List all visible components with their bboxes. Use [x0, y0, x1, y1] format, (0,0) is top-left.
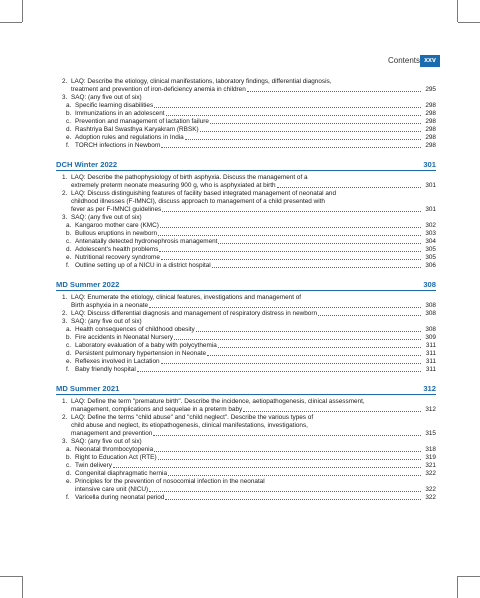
subentry-text: Health consequences of childhood obesity	[75, 326, 195, 333]
subentry-page: 309	[425, 334, 436, 341]
subentry-letter: d.	[66, 246, 72, 253]
toc-subentry[interactable]	[56, 134, 436, 142]
dot-leader	[207, 355, 421, 356]
subentry-page: 321	[425, 462, 436, 469]
subentry-text: Antenatally detected hydronephrosis management	[75, 238, 218, 245]
dot-leader	[149, 491, 421, 492]
entry-number: 1.	[62, 398, 68, 405]
subentry-text: Laboratory evaluation of a baby with polycythemia	[75, 342, 217, 349]
page-number-tab: xxv	[420, 55, 440, 67]
entry-number: 3.	[62, 94, 68, 101]
dot-leader	[154, 107, 421, 108]
dot-leader	[137, 371, 421, 372]
toc-subentry[interactable]	[56, 222, 436, 230]
entry-page: 308	[425, 310, 436, 317]
toc-entry[interactable]	[56, 438, 436, 446]
crop-mark	[22, 576, 23, 598]
section-title: MD Summer 2022	[56, 280, 120, 289]
toc-subentry[interactable]	[56, 334, 436, 342]
toc-entry[interactable]	[56, 318, 436, 326]
entry-page: 315	[425, 430, 436, 437]
dot-leader	[218, 243, 421, 244]
toc-entry[interactable]	[56, 190, 436, 198]
dot-leader	[161, 363, 421, 364]
subentry-letter: e.	[66, 134, 72, 141]
crop-mark	[22, 0, 23, 22]
subentry-text: Right to Education Act (RTE)	[75, 454, 157, 461]
section-title: DCH Winter 2022	[56, 160, 118, 169]
subentry-letter: f.	[66, 142, 70, 149]
entry-number: 1.	[62, 174, 68, 181]
toc-subentry[interactable]	[56, 102, 436, 110]
subentry-text: Kangaroo mother care (KMC)	[75, 222, 159, 229]
dot-leader	[196, 331, 421, 332]
subentry-letter: c.	[66, 238, 71, 245]
entry-text: extremely preterm neonate measuring 900 g, who is asphyxiated at birth	[71, 182, 276, 189]
page-header	[0, 55, 480, 67]
dot-leader	[210, 123, 421, 124]
entry-text: LAQ: Define the term "premature birth". Describe the incidence, aetiopathogenesis, clinical assessment,	[71, 398, 365, 405]
toc-subentry[interactable]	[56, 462, 436, 470]
subentry-letter: b.	[66, 334, 72, 341]
entry-page: 295	[425, 86, 436, 93]
toc-subentry[interactable]	[56, 470, 436, 478]
subentry-page: 322	[425, 486, 436, 493]
toc-subentry[interactable]	[56, 342, 436, 350]
entry-number: 2.	[62, 310, 68, 317]
entry-page: 301	[425, 206, 436, 213]
crop-mark	[457, 576, 458, 598]
subentry-text: Adolescent's health problems	[75, 246, 159, 253]
dot-leader	[162, 211, 421, 212]
toc-entry[interactable]	[56, 294, 436, 302]
entry-number: 3.	[62, 214, 68, 221]
subentry-text: Adoption rules and regulations in India	[75, 134, 184, 141]
subentry-page: 298	[425, 118, 436, 125]
toc-entry[interactable]	[56, 406, 436, 414]
entry-number: 3.	[62, 318, 68, 325]
section-title: MD Summer 2021	[56, 384, 120, 393]
subentry-text: Specific learning disabilities	[75, 102, 154, 109]
entry-text: SAQ: (any five out of six)	[71, 438, 142, 445]
entry-text: child abuse and neglect, its etiopathogenesis, clinical manifestations, investigations,	[71, 422, 308, 429]
dot-leader	[174, 339, 421, 340]
entry-number: 2.	[62, 414, 68, 421]
toc-subentry[interactable]	[56, 126, 436, 134]
toc-subentry[interactable]	[56, 142, 436, 150]
subentry-page: 298	[425, 142, 436, 149]
subentry-text: Congenital diaphragmatic hernia	[75, 470, 168, 477]
dot-leader	[158, 459, 421, 460]
toc-subentry[interactable]	[56, 358, 436, 366]
section-page: 308	[423, 280, 436, 289]
crop-mark	[457, 0, 458, 22]
dot-leader	[113, 467, 421, 468]
subentry-page: 298	[425, 102, 436, 109]
subentry-page: 298	[425, 110, 436, 117]
subentry-page: 311	[425, 342, 436, 349]
subentry-letter: f.	[66, 494, 70, 501]
entry-text: Birth asphyxia in a neonate	[71, 302, 149, 309]
subentry-page: 303	[425, 230, 436, 237]
subentry-text: Prevention and management of lactation failure	[75, 118, 209, 125]
section-heading[interactable]	[56, 280, 436, 291]
toc-entry[interactable]	[56, 78, 436, 86]
subentry-page: 311	[425, 366, 436, 373]
toc-entry[interactable]	[56, 182, 436, 190]
crop-mark	[0, 576, 22, 577]
dot-leader	[165, 499, 421, 500]
toc-subentry[interactable]	[56, 254, 436, 262]
entry-page: 301	[425, 182, 436, 189]
subentry-letter: c.	[66, 342, 71, 349]
table-of-contents	[56, 78, 436, 502]
subentry-text: Twin delivery	[75, 462, 112, 469]
toc-entry[interactable]	[56, 94, 436, 102]
dot-leader	[212, 267, 421, 268]
subentry-letter: b.	[66, 230, 72, 237]
subentry-text: Nutritional recovery syndrome	[75, 254, 160, 261]
subentry-page: 305	[425, 254, 436, 261]
section-heading[interactable]	[56, 384, 436, 395]
subentry-text: Baby friendly hospital	[75, 366, 136, 373]
subentry-text: Immunizations in an adolescent	[75, 110, 165, 117]
toc-entry[interactable]	[56, 198, 436, 206]
dot-leader	[200, 131, 421, 132]
entry-text: management, complications and sequelae in a preterm baby	[71, 406, 243, 413]
subentry-letter: b.	[66, 110, 72, 117]
toc-subentry-continued	[56, 486, 436, 494]
subentry-letter: f.	[66, 366, 70, 373]
toc-subentry[interactable]	[56, 478, 436, 486]
entry-text: fever as per F-IMNCI guidelines	[71, 206, 162, 213]
subentry-page: 311	[425, 350, 436, 357]
subentry-letter: a.	[66, 222, 72, 229]
subentry-page: 318	[425, 446, 436, 453]
entry-text: LAQ: Discuss differential diagnosis and management of respiratory distress in newborn	[71, 310, 318, 317]
subentry-page: 305	[425, 246, 436, 253]
toc-subentry[interactable]	[56, 262, 436, 270]
subentry-letter: c.	[66, 462, 71, 469]
subentry-text: Principles for the prevention of nosocomial infection in the neonatal	[75, 478, 265, 485]
toc-subentry[interactable]	[56, 446, 436, 454]
entry-page: 308	[425, 302, 436, 309]
dot-leader	[161, 147, 421, 148]
toc-subentry[interactable]	[56, 350, 436, 358]
subentry-letter: a.	[66, 102, 72, 109]
dot-leader	[159, 251, 421, 252]
dot-leader	[154, 451, 421, 452]
subentry-text: Varicella during neonatal period	[75, 494, 165, 501]
toc-entry[interactable]	[56, 398, 436, 406]
toc-subentry[interactable]	[56, 326, 436, 334]
subentry-page: 311	[425, 358, 436, 365]
crop-mark	[458, 22, 480, 23]
entry-number: 2.	[62, 190, 68, 197]
subentry-page: 298	[425, 126, 436, 133]
toc-subentry[interactable]	[56, 454, 436, 462]
subentry-page: 304	[425, 238, 436, 245]
dot-leader	[185, 139, 421, 140]
entry-text: LAQ: Define the terms "child abuse" and "child neglect". Describe the various types of	[71, 414, 314, 421]
dot-leader	[166, 115, 421, 116]
subentry-page: 322	[425, 470, 436, 477]
subentry-letter: d.	[66, 350, 72, 357]
header-label: Contents	[387, 56, 420, 65]
entry-text: LAQ: Describe the etiology, clinical manifestations, laboratory findings, differential diagnosis,	[71, 78, 332, 85]
subentry-letter: d.	[66, 126, 72, 133]
toc-subentry[interactable]	[56, 118, 436, 126]
dot-leader	[243, 411, 421, 412]
subentry-text: TORCH infections in Newborn	[75, 142, 161, 149]
toc-subentry[interactable]	[56, 494, 436, 502]
subentry-letter: b.	[66, 454, 72, 461]
section-page: 312	[423, 384, 436, 393]
toc-entry[interactable]	[56, 414, 436, 422]
toc-entry[interactable]	[56, 430, 436, 438]
dot-leader	[161, 259, 421, 260]
dot-leader	[218, 347, 421, 348]
subentry-letter: d.	[66, 470, 72, 477]
toc-subentry[interactable]	[56, 230, 436, 238]
subentry-letter: e.	[66, 254, 72, 261]
subentry-page: 306	[425, 262, 436, 269]
entry-text: SAQ: (any five out of six)	[71, 318, 142, 325]
subentry-text: Reflexes involved in Lactation	[75, 358, 160, 365]
entry-number: 3.	[62, 438, 68, 445]
subentry-letter: e.	[66, 478, 72, 485]
entry-text: LAQ: Enumerate the etiology, clinical features, investigations and management of	[71, 294, 302, 301]
toc-entry[interactable]	[56, 174, 436, 182]
entry-number: 2.	[62, 78, 68, 85]
entry-text: childhood illnesses (F-IMNCI), discuss approach to management of a child presented with	[71, 198, 325, 205]
entry-text: LAQ: Describe the pathophysiology of birth asphyxia. Discuss the management of a	[71, 174, 308, 181]
dot-leader	[160, 227, 421, 228]
crop-mark	[458, 576, 480, 577]
subentry-letter: a.	[66, 326, 72, 333]
entry-number: 1.	[62, 294, 68, 301]
subentry-letter: a.	[66, 446, 72, 453]
toc-subentry[interactable]	[56, 110, 436, 118]
dot-leader	[168, 475, 421, 476]
subentry-text: Outline setting up of a NICU in a district hospital	[75, 262, 211, 269]
subentry-text: Fire accidents in Neonatal Nursery	[75, 334, 174, 341]
subentry-text: intensive care unit (NICU)	[75, 486, 149, 493]
subentry-text: Rashtriya Bal Swasthya Karyakram (RBSK)	[75, 126, 199, 133]
toc-entry[interactable]	[56, 302, 436, 310]
toc-entry[interactable]	[56, 214, 436, 222]
crop-mark	[0, 22, 22, 23]
toc-entry[interactable]	[56, 86, 436, 94]
subentry-page: 308	[425, 326, 436, 333]
toc-entry[interactable]	[56, 206, 436, 214]
subentry-page: 298	[425, 134, 436, 141]
entry-text: SAQ: (any five out of six)	[71, 214, 142, 221]
subentry-text: Bullous eruptions in newborn	[75, 230, 158, 237]
subentry-letter: e.	[66, 358, 72, 365]
toc-subentry[interactable]	[56, 246, 436, 254]
subentry-text: Neonatal thrombocytopenia	[75, 446, 154, 453]
toc-entry[interactable]	[56, 310, 436, 318]
toc-subentry[interactable]	[56, 366, 436, 374]
dot-leader	[318, 315, 421, 316]
dot-leader	[149, 307, 421, 308]
dot-leader	[277, 187, 421, 188]
entry-text: treatment and prevention of iron-deficiency anemia in children	[71, 86, 246, 93]
dot-leader	[153, 435, 421, 436]
subentry-page: 319	[425, 454, 436, 461]
entry-text: LAQ: Discuss distinguishing features of facility based integrated management of neonatal and	[71, 190, 337, 197]
subentry-text: Persistent pulmonary hypertension in Neonate	[75, 350, 207, 357]
section-page: 301	[423, 160, 436, 169]
entry-page: 312	[425, 406, 436, 413]
toc-entry[interactable]	[56, 422, 436, 430]
dot-leader	[158, 235, 421, 236]
subentry-page: 302	[425, 222, 436, 229]
subentry-page: 322	[425, 494, 436, 501]
toc-subentry[interactable]	[56, 238, 436, 246]
entry-text: SAQ: (any five out of six)	[71, 94, 142, 101]
entry-text: management and prevention	[71, 430, 153, 437]
subentry-letter: f.	[66, 262, 70, 269]
section-heading[interactable]	[56, 160, 436, 171]
subentry-letter: c.	[66, 118, 71, 125]
dot-leader	[247, 91, 421, 92]
